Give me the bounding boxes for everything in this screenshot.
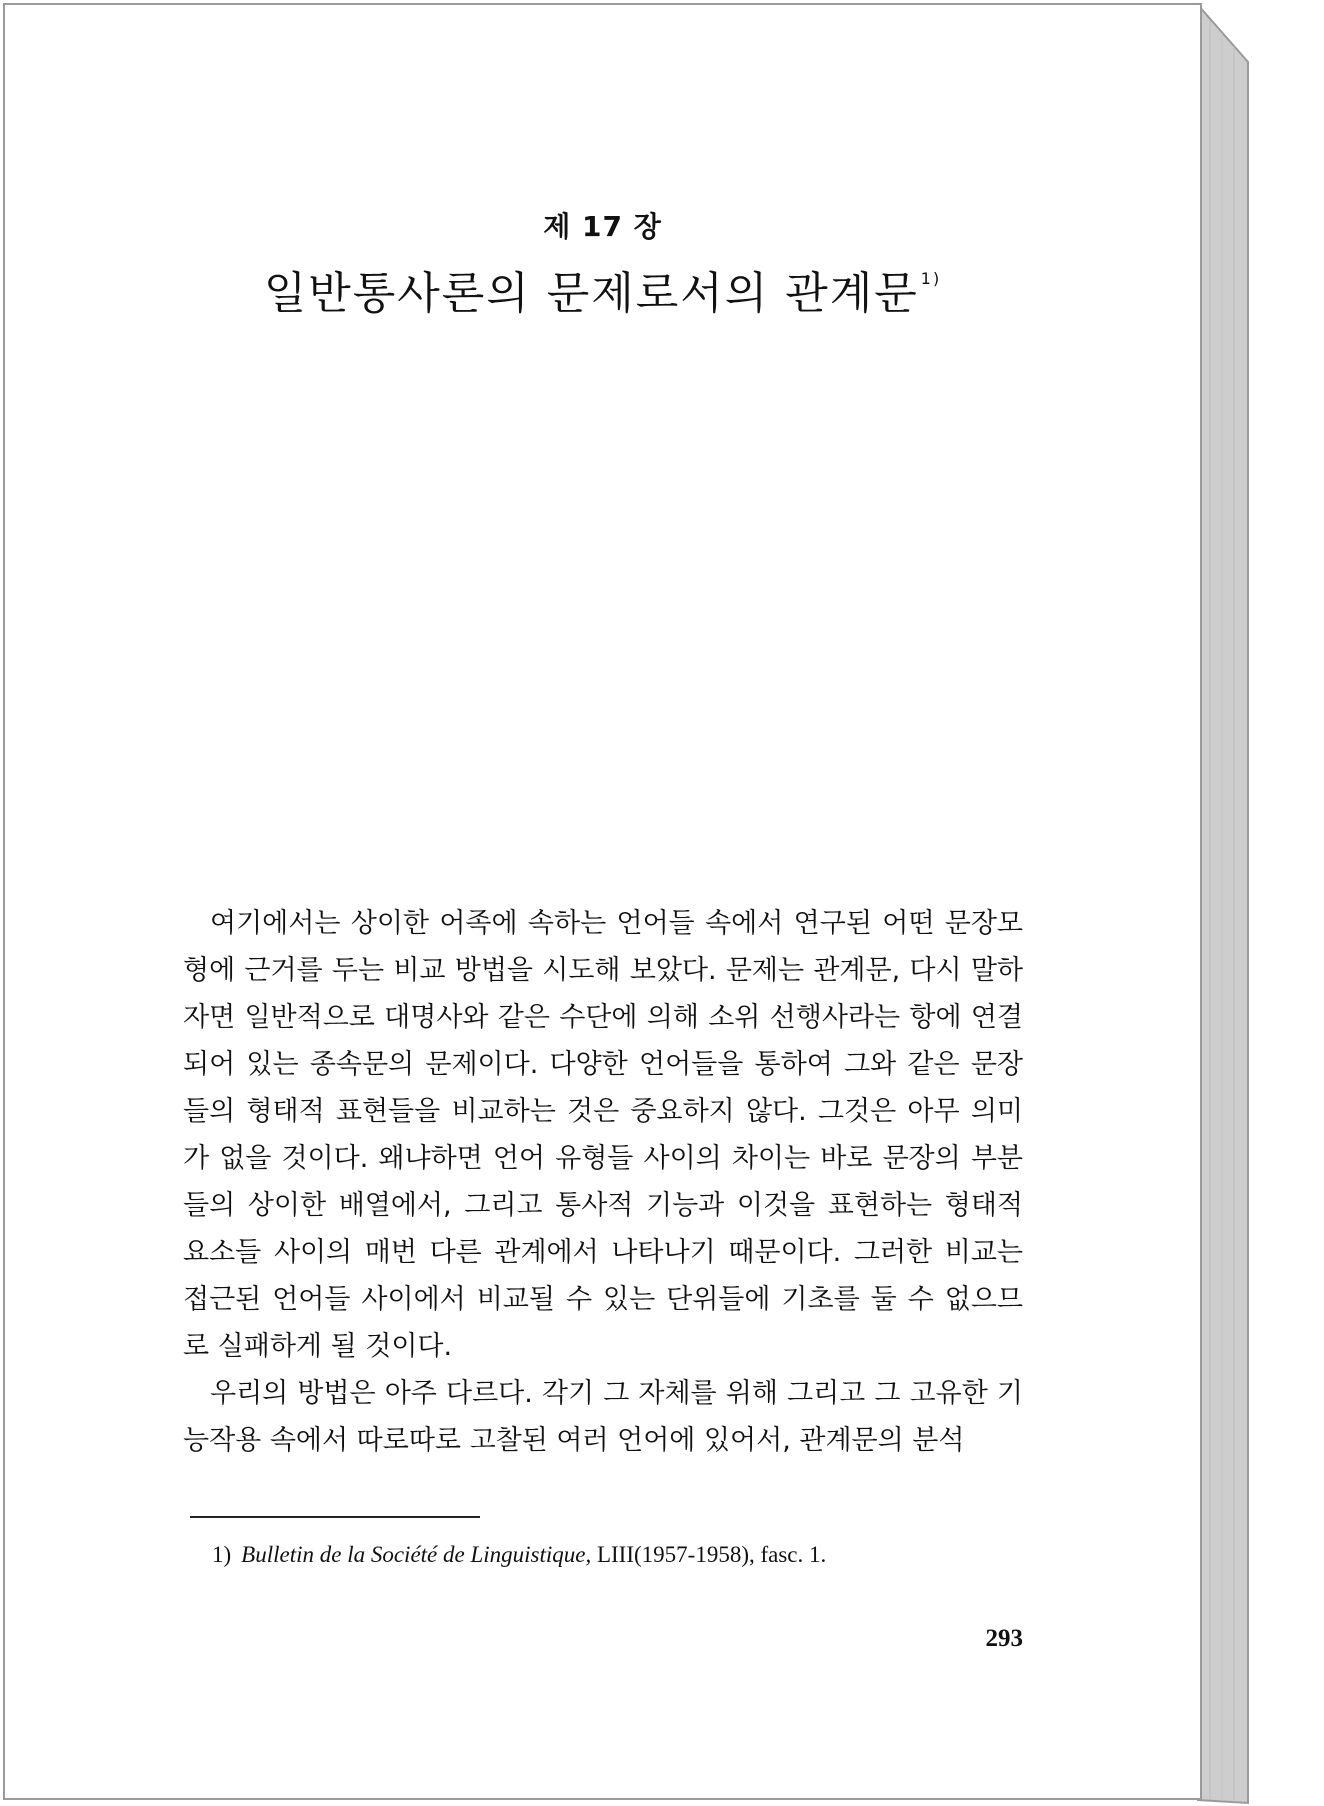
footnote-details: LIII(1957-1958), fasc. 1. [596, 1542, 827, 1567]
book-page [3, 3, 1202, 1800]
chapter-number: 제 17 장 [543, 210, 662, 243]
paragraph: 여기에서는 상이한 어족에 속하는 언어들 속에서 연구된 어떤 문장모형에 근거를 두는 비교 방법을 시도해 보았다. 문제는 관계문, 다시 말하자면 일반적으로 대명사와 같은 수단에 의해 소위 선행사라는 항에 연결되어 있는 종속문의 문제이다. 다양한 언어들을 통하여 그와 같은 문장들의 형태적 표현들을 비교하는 것은 중요하지 않다. 그것은 아무 의미가 없을 것이다. 왜냐하면 언어 유형들 사이의 차이는 바로 문장의 부분들의 상이한 배열에서, 그리고 통사적 기능과 이것을 표현하는 형태적 요소들 사이의 매번 다른 관계에서 나타나기 때문이다. 그러한 비교는 접근된 언어들 사이에서 비교될 수 있는 단위들에 기초를 둘 수 없으므로 실패하게 될 것이다. [183, 908, 1023, 1362]
page-number: 293 [985, 1625, 1023, 1652]
footnote-marker: 1) [212, 1542, 232, 1567]
body-text [183, 900, 1023, 1464]
chapter-title-text: 일반통사론의 문제로서의 관계문 [263, 268, 919, 319]
paragraph: 우리의 방법은 아주 다르다. 각기 그 자체를 위해 그리고 그 고유한 기능작용 속에서 따로따로 고찰된 여러 언어에 있어서, 관계문의 분석 [183, 1378, 1023, 1456]
footnote [212, 1542, 826, 1568]
footnote-journal: Bulletin de la Société de Linguistique, [241, 1542, 592, 1567]
footnote-divider [190, 1516, 480, 1518]
footnote-reference: 1) [920, 269, 942, 288]
chapter-title [5, 257, 1200, 321]
